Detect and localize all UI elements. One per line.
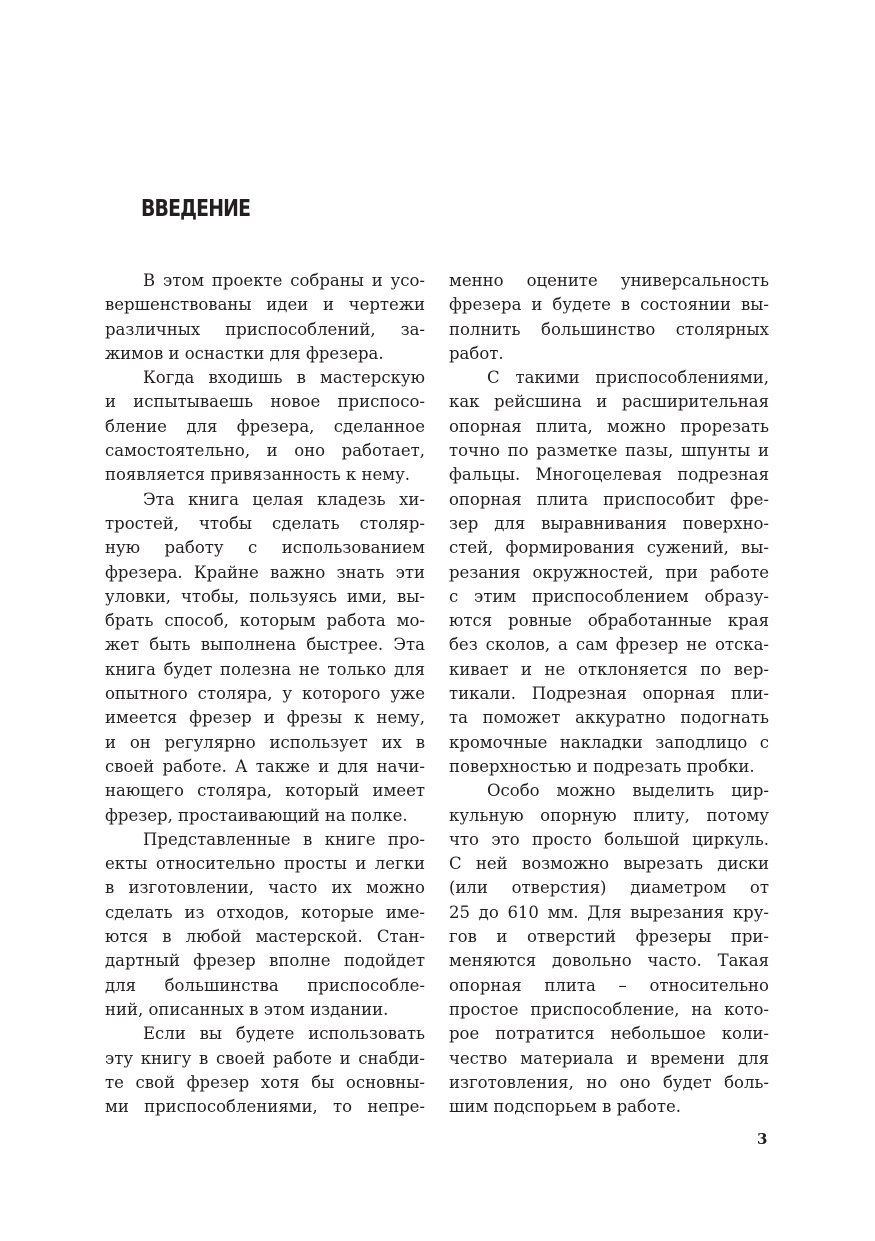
text-line: фрезера. Крайне важно знать эти — [105, 562, 425, 582]
text-line: без сколов, а сам фрезер не отска- — [449, 635, 769, 655]
text-line: с этим приспособлением образу- — [449, 586, 769, 606]
text-line: изготовления, но оно будет боль- — [449, 1072, 769, 1092]
text-line: брать способ, которым работа мо- — [105, 611, 425, 631]
text-line: С ней возможно вырезать диски — [449, 854, 769, 874]
text-line: книга будет полезна не только для — [105, 659, 425, 679]
text-line: ются в любой мастерской. Стан- — [105, 927, 425, 947]
text-line: жет быть выполнена быстрее. Эта — [105, 635, 425, 655]
text-line: Представленные в книге про- — [143, 829, 425, 849]
text-line: ний, описанных в этом издании. — [105, 999, 389, 1019]
text-line: опорная плита приспособит фре- — [449, 489, 769, 509]
text-line: имеется фрезер и фрезы к нему, — [105, 708, 425, 728]
text-line: резания окружностей, при работе — [449, 562, 769, 582]
text-line: зер для выравнивания поверхно- — [449, 513, 769, 533]
text-line: рое потратится небольшое коли- — [449, 1024, 769, 1044]
text-line: С такими приспособлениями, — [487, 368, 769, 388]
text-line: кивает и не отклоняется по вер- — [449, 659, 769, 679]
text-line: полнить большинство столярных — [449, 319, 769, 339]
text-line: менно оцените универсальность — [449, 271, 769, 290]
text-line: работ. — [449, 343, 504, 363]
text-line: сделать из отходов, которые име- — [105, 902, 425, 922]
text-line: кромочные накладки заподлицо с — [449, 732, 769, 752]
text-line: дартный фрезер вполне подойдет — [105, 951, 425, 971]
text-line: опорная плита – относительно — [449, 975, 769, 995]
text-line: поверхностью и подрезать пробки. — [449, 756, 755, 776]
text-line: как рейсшина и расширительная — [449, 392, 769, 412]
text-line: опытного столяра, у которого уже — [105, 684, 425, 704]
text-line: для большинства приспособле- — [105, 975, 425, 995]
text-line: различных приспособлений, за- — [105, 319, 425, 339]
text-line: простое приспособление, на кото- — [449, 999, 769, 1019]
text-line: уловки, чтобы, пользуясь ими, вы- — [105, 586, 425, 606]
text-line: шим подспорьем в работе. — [449, 1097, 682, 1117]
text-line: В этом проекте собраны и усо- — [143, 271, 425, 290]
text-line: стей, формирования сужений, вы- — [449, 538, 769, 558]
text-line: жимов и оснастки для фрезера. — [105, 343, 384, 363]
text-line: ются ровные обработанные края — [449, 611, 769, 631]
page-number: 3 — [757, 1130, 768, 1148]
text-line: и он регулярно использует их в — [105, 732, 425, 752]
text-line: гов и отверстий фрезеры при- — [449, 927, 769, 947]
text-line: вершенствованы идеи и чертежи — [105, 295, 425, 315]
left-text-column — [105, 269, 425, 1119]
text-line: чество материала и времени для — [449, 1048, 769, 1068]
text-line: эту книгу в своей работе и снабди- — [105, 1048, 425, 1068]
text-line: самостоятельно, и оно работает, — [105, 441, 425, 461]
text-line: кульную опорную плиту, потому — [449, 805, 769, 825]
text-line: нающего столяра, который имеет — [105, 781, 425, 801]
text-line: точно по разметке пазы, шпунты и — [449, 441, 769, 461]
text-line: те свой фрезер хотя бы основны- — [105, 1072, 425, 1092]
right-text-column — [449, 269, 769, 1119]
text-line: фрезера и будете в состоянии вы- — [449, 295, 769, 315]
text-line: ми приспособлениями, то непре- — [105, 1097, 425, 1117]
text-line: Особо можно выделить цир- — [487, 781, 769, 801]
text-line: ную работу с использованием — [105, 538, 425, 558]
text-line: тростей, чтобы сделать столяр- — [105, 513, 425, 533]
text-line: появляется привязанность к нему. — [105, 465, 411, 485]
text-line: фрезер, простаивающий на полке. — [105, 805, 408, 825]
text-line: екты относительно просты и легки — [105, 854, 425, 874]
text-line: тикали. Подрезная опорная пли- — [449, 684, 769, 704]
text-line: та поможет аккуратно подогнать — [449, 708, 769, 728]
text-line: и испытываешь новое приспосо- — [105, 392, 425, 412]
page-title: ВВЕДЕНИЕ — [141, 196, 251, 222]
text-line: бление для фрезера, сделанное — [105, 416, 425, 436]
text-line: Если вы будете использовать — [143, 1024, 425, 1044]
text-line: Эта книга целая кладезь хи- — [143, 489, 425, 509]
text-line: что это просто большой циркуль. — [449, 829, 769, 849]
text-line: Когда входишь в мастерскую — [143, 368, 425, 388]
text-line: меняются довольно часто. Такая — [449, 951, 769, 971]
text-line: (или отверстия) диаметром от — [449, 878, 769, 898]
text-line: опорная плита, можно прорезать — [449, 416, 769, 436]
text-line: своей работе. А также и для начи- — [105, 756, 425, 776]
text-line: в изготовлении, часто их можно — [105, 878, 425, 898]
text-line: 25 до 610 мм. Для вырезания кру- — [449, 902, 769, 922]
text-line: фальцы. Многоцелевая подрезная — [449, 465, 769, 485]
